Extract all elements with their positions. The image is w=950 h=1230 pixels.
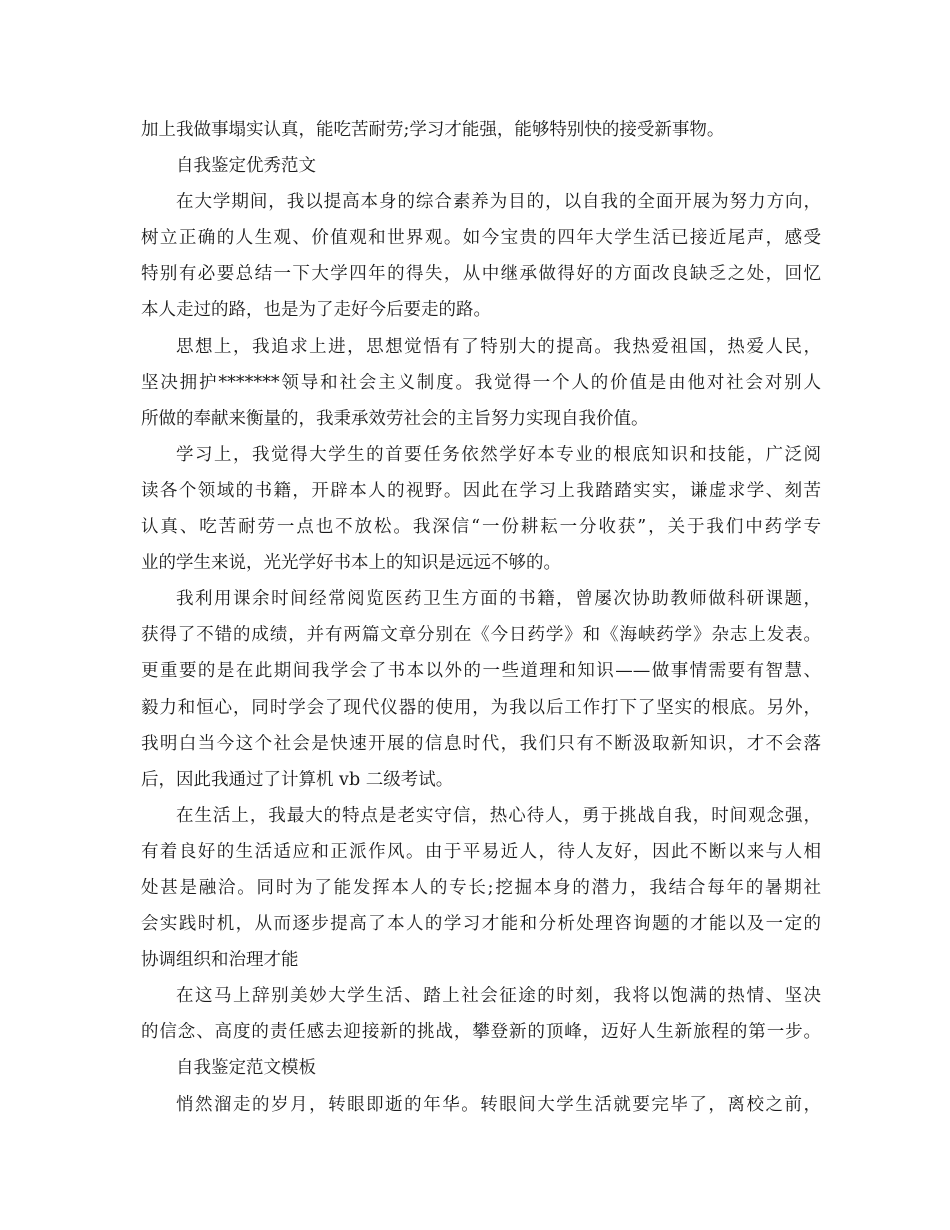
text-line: 毅力和恒心，同时学会了现代仪器的使用，为我以后工作打下了坚实的根底。另外， — [141, 697, 821, 718]
paragraph-start-line: 自我鉴定范文模板 — [176, 1058, 316, 1079]
paragraph-start-line: 思想上，我追求上进，思想觉悟有了特别大的提高。我热爱祖国，热爱人民， — [176, 336, 821, 357]
paragraph-start-line: 自我鉴定优秀范文 — [176, 156, 316, 177]
text-line: 的信念、高度的责任感去迎接新的挑战，攀登新的顶峰，迈好人生新旅程的第一步。 — [141, 1022, 821, 1043]
text-line: 树立正确的人生观、价值观和世界观。如今宝贵的四年大学生活已接近尾声，感受 — [141, 228, 821, 249]
text-line: 所做的奉献来衡量的，我秉承效劳社会的主旨努力实现自我价值。 — [141, 408, 649, 429]
paragraph-start-line: 学习上，我觉得大学生的首要任务依然学好本专业的根底知识和技能，广泛阅 — [176, 444, 821, 465]
text-line: 认真、吃苦耐劳一点也不放松。我深信“一份耕耘一分收获”，关于我们中药学专 — [141, 517, 821, 538]
text-line: 读各个领域的书籍，开辟本人的视野。因此在学习上我踏踏实实，谦虚求学、刻苦 — [141, 480, 821, 501]
text-line: 业的学生来说，光光学好书本上的知识是远远不够的。 — [141, 553, 561, 574]
text-line: 本人走过的路，也是为了走好今后要走的路。 — [141, 300, 491, 321]
text-line: 坚决拥护*******领导和社会主义制度。我觉得一个人的价值是由他对社会对别人 — [141, 372, 821, 393]
text-line: 处甚是融洽。同时为了能发挥本人的专长;挖掘本身的潜力，我结合每年的暑期社 — [141, 877, 821, 898]
paragraph-start-line: 我利用课余时间经常阅览医药卫生方面的书籍，曾屡次协助教师做科研课题， — [176, 589, 821, 610]
text-line: 特别有必要总结一下大学四年的得失，从中继承做得好的方面改良缺乏之处，回忆 — [141, 264, 821, 285]
paragraph-start-line: 在生活上，我最大的特点是老实守信，热心待人，勇于挑战自我，时间观念强， — [176, 805, 821, 826]
text-line: 获得了不错的成绩，并有两篇文章分别在《今日药学》和《海峡药学》杂志上发表。 — [141, 625, 821, 646]
paragraph-start-line: 在这马上辞别美妙大学生活、踏上社会征途的时刻，我将以饱满的热情、坚决 — [176, 986, 821, 1007]
text-line: 后，因此我通过了计算机 vb 二级考试。 — [141, 769, 454, 790]
text-line: 加上我做事塌实认真，能吃苦耐劳;学习才能强，能够特别快的接受新事物。 — [141, 120, 725, 140]
paragraph-start-line: 在大学期间，我以提高本身的综合素养为目的，以自我的全面开展为努力方向， — [176, 192, 821, 213]
text-line: 有着良好的生活适应和正派作风。由于平易近人，待人友好，因此不断以来与人相 — [141, 841, 821, 862]
document-body — [141, 112, 821, 1123]
text-line: 更重要的是在此期间我学会了书本以外的一些道理和知识——做事情需要有智慧、 — [141, 661, 821, 682]
paragraph-start-line: 悄然溜走的岁月，转眼即逝的年华。转眼间大学生活就要完毕了，离校之前， — [176, 1094, 821, 1115]
text-line: 协调组织和治理才能 — [141, 950, 299, 971]
text-line: 我明白当今这个社会是快速开展的信息时代，我们只有不断汲取新知识，才不会落 — [141, 733, 821, 754]
text-line: 会实践时机，从而逐步提高了本人的学习才能和分析处理咨询题的才能以及一定的 — [141, 914, 821, 935]
